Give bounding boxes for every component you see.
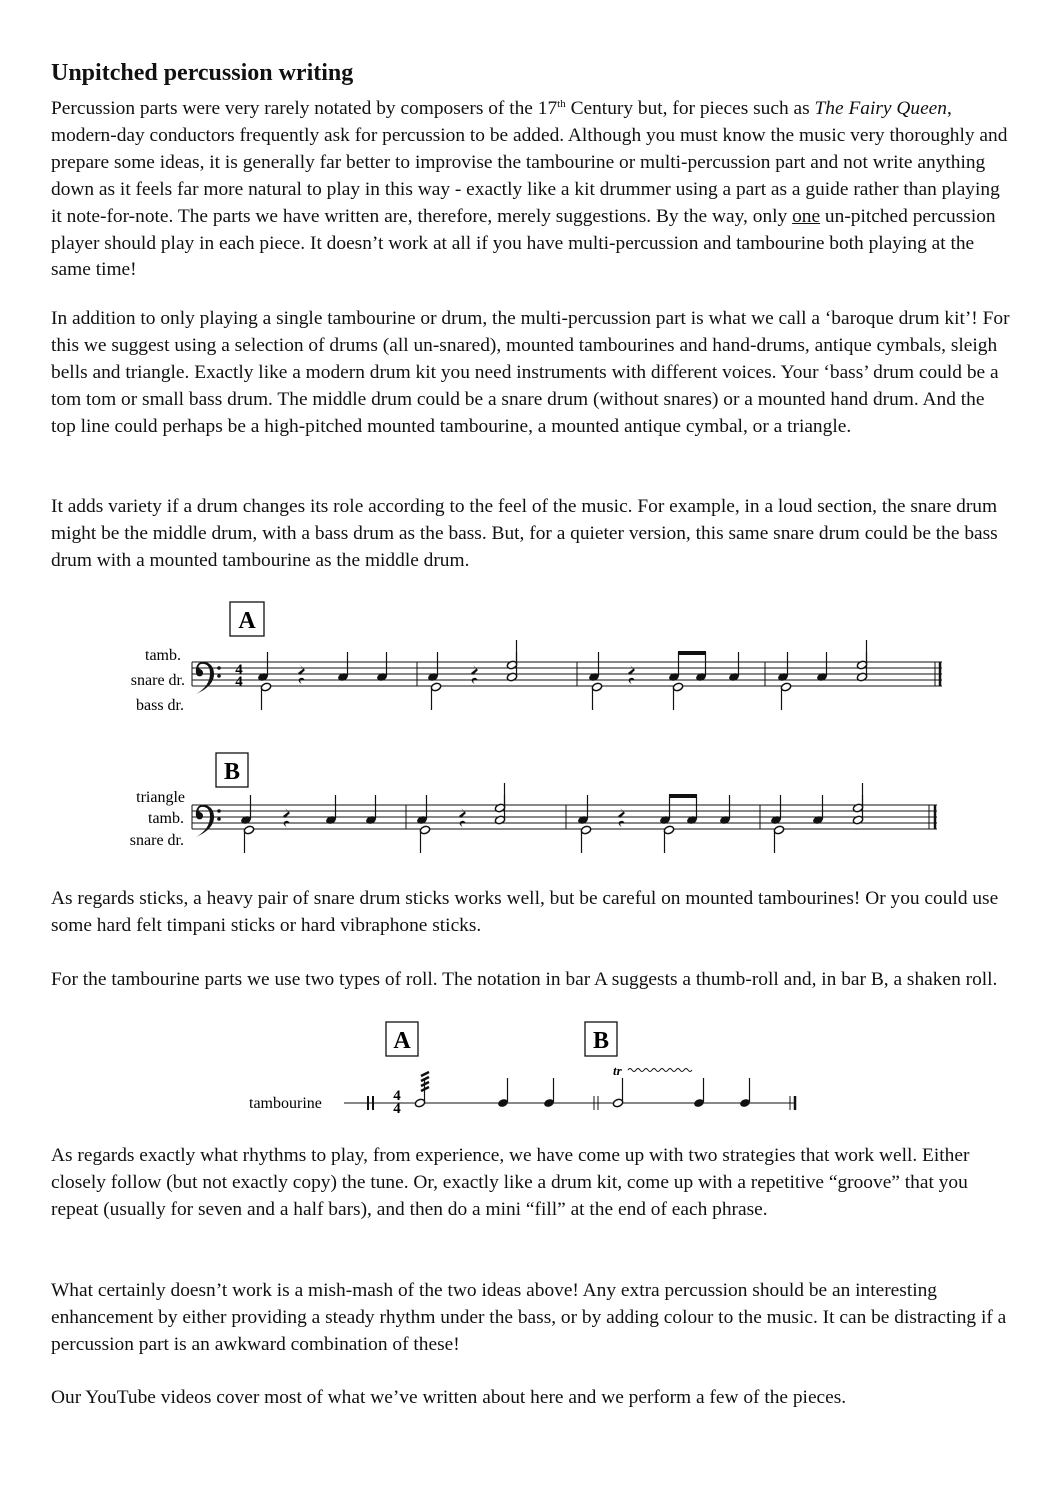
trill-line: [628, 1069, 692, 1072]
paragraph-rhythms: As regards exactly what rhythms to play, from experience, we have come up with two strategies that work well. Either closely follow (but not exactly copy) the tune. Or, exactly like a drum kit, come up with a repetitive “groove” that you repeat (usually for seven and a half bars), and then do a mini “fill” at the end of each phrase.: [51, 1145, 970, 1220]
score-b: [130, 753, 937, 853]
score-tambourine: [249, 1022, 795, 1117]
rehearsal-letter-a: A: [238, 608, 256, 634]
bass-clef-icon: [196, 805, 221, 837]
trill-mark: tr: [613, 1063, 622, 1078]
paragraph-drum-kit: In addition to only playing a single tambourine or drum, the multi-percussion part is what we call a ‘baroque drum kit’! For this we suggest using a selection of drums (all un-snared), mounted tambourines and hand-drums, antique cymbals, sleigh bells and triangle. Exactly like a modern drum kit you need instruments with different voices. Your ‘bass’ drum could be a tom tom or small bass drum. The middle drum could be a snare drum (without snares) or a mounted hand drum. And the top line could perhaps be a high-pitched mounted tambourine, a mounted antique cymbal, or a triangle.: [51, 308, 1010, 437]
rehearsal-letter-b: B: [223, 759, 241, 785]
staff-lines: [192, 805, 937, 829]
italic-title: The Fairy Queen: [814, 98, 947, 119]
paragraph-youtube: Our YouTube videos cover most of what we’ve written about here and we perform a few of the pieces.: [51, 1387, 847, 1408]
time-signature-top: 4: [393, 1088, 401, 1104]
paragraph-intro: Percussion parts were very rarely notated by composers of the 17th Century but, for pieces such as The Fairy Queen, modern-day conductors frequently ask for percussion to be added. Although you must know the music very thoroughly and prepare some ideas, it is generally far better to improvise the tambourine or multi-percussion part and not write anything down as it feels far more natural to play in this way - exactly like a kit drummer using a part as a guide rather than playing it note-for-note. The parts we have written are, therefore, merely suggestions. By the way, only one un-pitched percussion player should play in each piece. It doesn’t work at all if you have multi-percussion and tambourine both playing at the same time!: [51, 98, 1008, 281]
underlined-word: one: [792, 205, 821, 227]
instrument-label: snare dr.: [130, 672, 185, 689]
paragraph-rolls: For the tambourine parts we use two types of roll. The notation in bar A suggests a thumb-roll and, in bar B, a shaken roll.: [51, 969, 998, 990]
paragraph-mish-mash: What certainly doesn’t work is a mish-mash of the two ideas above! Any extra percussion should be an interesting enhancement by either providing a steady rhythm under the bass, or by adding colour to the music. It can be distracting if a percussion part is an awkward combination of these!: [51, 1280, 1007, 1355]
instrument-label: snare dr.: [129, 832, 184, 849]
staff-lines: [192, 662, 942, 686]
paragraph-variety: It adds variety if a drum changes its role according to the feel of the music. For example, in a loud section, the snare drum might be the middle drum, with a bass drum as the bass. But, for a quieter version, this same snare drum could be the bass drum with a mounted tambourine as the middle drum.: [51, 496, 998, 571]
instrument-label: bass dr.: [136, 697, 184, 714]
instrument-label: tamb.: [145, 647, 181, 664]
time-signature-bottom: 4: [393, 1101, 401, 1117]
instrument-label: triangle: [136, 789, 185, 806]
rehearsal-letter-a: A: [393, 1028, 411, 1054]
time-signature-bottom: 4: [235, 674, 243, 690]
score-a: [131, 602, 942, 714]
instrument-label: tambourine: [249, 1095, 322, 1112]
instrument-label: tamb.: [148, 810, 184, 827]
time-signature-top: 4: [235, 662, 243, 678]
superscript-th: th: [557, 98, 566, 110]
rehearsal-letter-b: B: [592, 1028, 610, 1054]
page-title: Unpitched percussion writing: [51, 60, 354, 86]
paragraph-sticks: As regards sticks, a heavy pair of snare drum sticks works well, but be careful on mounted tambourines! Or you could use some hard felt timpani sticks or hard vibraphone sticks.: [51, 888, 999, 936]
bass-clef-icon: [196, 662, 221, 694]
